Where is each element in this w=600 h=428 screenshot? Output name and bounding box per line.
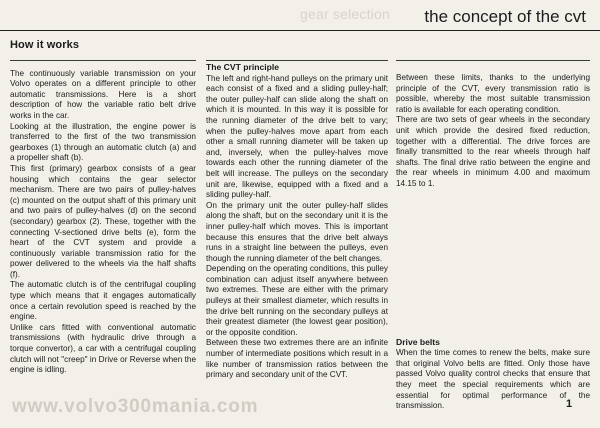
paragraph: Between these limits, thanks to the underlying principle of the CVT, every transmission ratio is possible, whereby the most suitable transmission ratio is available for each operating condition. <box>396 73 590 114</box>
site-watermark: www.volvo300mania.com <box>12 396 259 417</box>
paragraph: Depending on the operating conditions, this pulley combination can adjust itself anywhere between two extremes. These are either with the primary pulleys at their smallest diameter, which results in the drive belt running on the secondary pulleys at their greatest diameter (the lowest gear position), or the opposite condition. <box>206 264 388 337</box>
page-header <box>0 0 600 31</box>
paragraph: When the time comes to renew the belts, make sure that original Volvo belts are fitted. Only those have passed Volvo quality control checks that ensure that they meet the special requirements which are essential for optimal performance of the transmission. <box>396 348 590 411</box>
paragraph: The automatic clutch is of the centrifugal coupling type which means that it engages automatically once a certain revolution speed is reached by the engine. <box>10 280 196 322</box>
continuation-block <box>396 73 590 190</box>
section-heading-cvt-principle: The CVT principle <box>206 62 280 72</box>
paragraph: Between these two extremes there are an infinite number of intermediate positions which result in a like number of transmission ratios between the primary and secondary unit of the CVT. <box>206 338 388 380</box>
section-heading-drive-belts: Drive belts <box>396 336 440 347</box>
paragraph: This first (primary) gearbox consists of a gear housing which contains the gear selector mechanism. There are two pairs of pulley-halves (c) mounted on the output shaft of this primary unit and two pairs of pulley-halves (d) on the second (secondary) gearbox (2). These, together with the connecting V-sectioned drive belts (e), form the heart of the CVT system and provide a continuously variable transmission ratio for the power delivered to the wheels via the half shafts (f). <box>10 163 196 279</box>
section-heading-how-it-works: How it works <box>10 39 80 51</box>
bleed-through-text: gear selection <box>300 6 390 22</box>
paragraph: The continuously variable transmission on your Volvo operates on a different principle to other automatic transmissions. Here is a short description of how the variable ratio belt drive works in the car. <box>10 68 196 120</box>
column-cvt-principle <box>206 40 388 381</box>
paragraph: The left and right-hand pulleys on the primary unit each consist of a fixed and a sliding pulley-half; the outer pulley-half can slide along the shaft on which it is mounted. In this way it is possible for the running diameter of the drive belt to vary; when the pulley-halves move apart from each other a small running diameter will be taken up and, inversely, when the pulley-halves move towards each other the running diameter of the belt will increase. The pulleys on the secondary unit are, likewise, equipped with a fixed and a sliding pulley-half. <box>206 73 388 200</box>
paragraph: There are two sets of gear wheels in the secondary unit which provide the desired fixed reduction, together with a differential. The drive forces are finally transmitted to the rear wheels through half shafts. The final drive ratio between the engine and the rear wheels in minimum 4.00 and maximum 14.15 to 1. <box>396 115 590 188</box>
column-how-it-works <box>10 40 196 376</box>
paragraph: Looking at the illustration, the engine power is transferred to the first of the two transmission gearboxes (1) through an automatic clutch (a) and a propeller shaft (b). <box>10 121 196 163</box>
column-continued <box>396 40 590 412</box>
paragraph: Unlike cars fitted with conventional automatic transmissions (with hydraulic drive through a torque convertor), a car with a centrifugal coupling clutch will not "creep" in Drive or Reverse when the engine is idling. <box>10 322 196 375</box>
page-header-title: the concept of the cvt <box>424 7 586 26</box>
page-number: 1 <box>566 398 573 410</box>
paragraph: On the primary unit the outer pulley-half slides along the shaft, but on the secondary unit it is the inner pulley-half which moves. This is important because this ensures that the drive belt always runs in a straight line between the pulleys, even though the running diameter of the belt changes. <box>206 200 388 263</box>
